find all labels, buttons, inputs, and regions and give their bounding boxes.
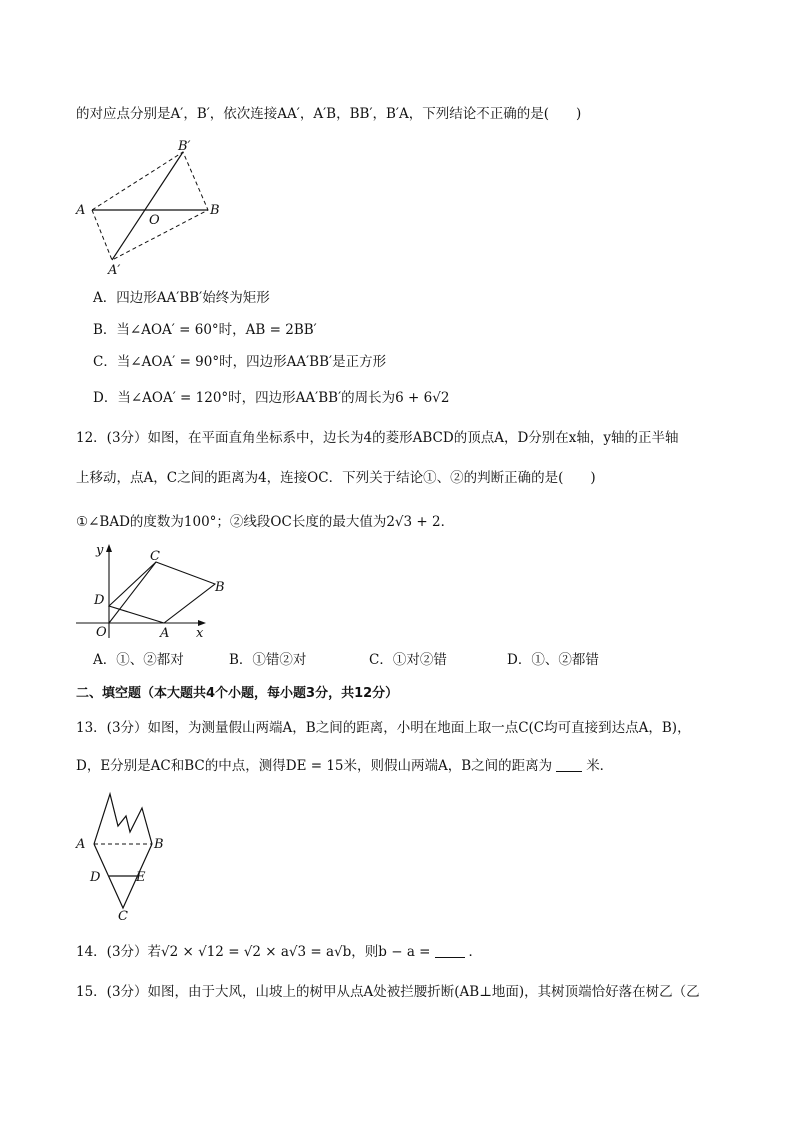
q11-option-d: D．当∠AOA′ = 120°时，四边形AA′BB′的周长为6 + 6√2: [93, 390, 450, 406]
label-A: A: [76, 203, 86, 218]
axis-label-y: y: [96, 543, 104, 558]
rockery-outline: [94, 794, 152, 844]
label-B-prime: B′: [178, 140, 191, 154]
q14-text: 14．(3分）若√2 × √12 = √2 × a√3 = a√b，则b − a =: [76, 944, 431, 960]
q12-option-c: C．①对②错: [369, 652, 447, 668]
dashed-rectangle: [92, 152, 208, 260]
label-B: B: [210, 203, 220, 218]
q13-line2: [76, 756, 613, 776]
rhombus-ABCD: [109, 562, 215, 623]
q11-figure: [72, 140, 232, 275]
q12-line1: 12．(3分）如图，在平面直角坐标系中，边长为4的菱形ABCD的顶点A，D分别在x轴，y轴的正半轴: [76, 430, 679, 446]
segment-A-prime-B-prime: [112, 152, 183, 260]
label-B: B: [215, 580, 225, 595]
axis-label-x: x: [196, 626, 204, 641]
q11-intro: 的对应点分别是A′，B′，依次连接AA′，A′B，BB′，B′A，下列结论不正确的是( ): [76, 106, 582, 122]
q13-line1: 13．(3分）如图，为测量假山两端A，B之间的距离，小明在地面上取一点C(C均可直接到达点A，B)，: [76, 720, 691, 736]
q12-option-b: B．①错②对: [229, 652, 307, 668]
q11-option-b: B．当∠AOA′ = 60°时，AB = 2BB′: [93, 322, 317, 338]
label-D: D: [94, 593, 105, 608]
label-C: C: [118, 909, 128, 924]
label-O: O: [149, 213, 160, 228]
q15-line1: 15．(3分）如图，由于大风，山坡上的树甲从点A处被拦腰折断(AB⊥地面)，其树顶端恰好落在树乙（乙: [76, 984, 700, 1000]
q14-end: ．: [468, 944, 482, 960]
section-heading: 二、填空题（本大题共4个小题，每小题3分，共12分）: [76, 686, 399, 701]
label-B: B: [154, 837, 164, 852]
q13-line2-unit: 米．: [586, 758, 614, 774]
label-D: D: [90, 870, 101, 885]
q13-figure: [72, 786, 172, 926]
label-O: O: [96, 625, 107, 640]
q13-line2-text: D，E分别是AC和BC的中点，测得DE = 15米，则假山两端A，B之间的距离为: [76, 758, 553, 774]
q12-options: [93, 650, 713, 670]
q12-option-a: A．①、②都对: [93, 652, 184, 668]
answer-blank: [556, 757, 582, 772]
q12-line2: 上移动，点A，C之间的距离为4，连接OC．下列关于结论①、②的判断正确的是( ): [76, 470, 596, 486]
answer-blank: [435, 943, 465, 958]
q12-figure: [72, 538, 242, 643]
segment-OC: [109, 562, 156, 623]
q12-option-d: D．①、②都错: [507, 652, 599, 668]
label-E: E: [136, 870, 146, 885]
q12-line3: ①∠BAD的度数为100°；②线段OC长度的最大值为2√3 + 2．: [76, 514, 455, 530]
q11-option-a: A．四边形AA′BB′始终为矩形: [93, 290, 270, 306]
label-A-prime: A′: [108, 263, 121, 275]
q11-option-c: C．当∠AOA′ = 90°时，四边形AA′BB′是正方形: [93, 354, 387, 370]
label-A: A: [76, 837, 86, 852]
y-axis-arrow: [106, 544, 112, 552]
label-C: C: [150, 549, 160, 564]
q14-line: [76, 942, 482, 962]
label-A: A: [160, 626, 170, 641]
